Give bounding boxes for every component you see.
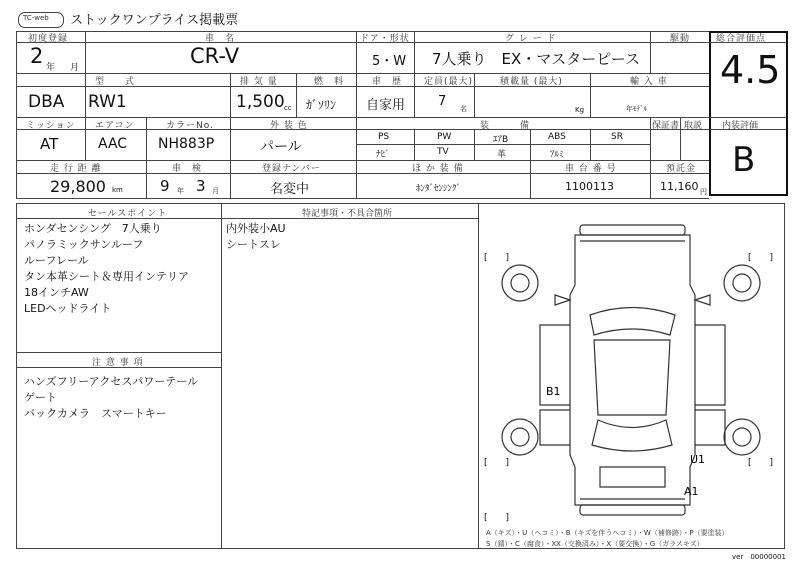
label-warranty: 保証書 (652, 121, 680, 131)
mission: AT (40, 135, 59, 153)
year-unit: 年 (46, 63, 56, 73)
label-car-name: 車 名 (205, 34, 236, 44)
logo: TC-web (16, 11, 66, 29)
equip-tv: TV (437, 147, 449, 157)
exterior-color: パール (260, 139, 302, 155)
equip-navi: ﾅﾋﾞ (376, 150, 390, 160)
first-reg-year: 2 (30, 44, 44, 68)
label-notes: 特記事項・不具合箇所 (302, 209, 393, 219)
damage-mark-a1: A1 (684, 485, 699, 498)
list-item: パノラミックサンルーフ (24, 238, 144, 251)
label-grade: グ レ ー ド (505, 34, 557, 44)
capacity-unit: 名 (460, 105, 467, 113)
month-unit: 月 (70, 63, 80, 73)
label-interior-grade: 内装評価 (722, 121, 759, 131)
list-item: LEDヘッドライト (24, 302, 112, 315)
label-equipment: 装 備 (480, 121, 531, 131)
list-item: バックカメラ スマートキー (24, 407, 167, 420)
label-history: 車 歴 (372, 77, 403, 87)
other-equipment: ﾎﾝﾀﾞｾﾝｼﾝｸﾞ (416, 184, 462, 194)
bracket-right-lower: [ ] (748, 458, 774, 468)
equip-airbag: ｴｱB (493, 135, 509, 145)
label-sales-points: セールスポイント (88, 209, 168, 219)
label-payment: 預託金 (666, 164, 697, 174)
model: RW1 (88, 92, 127, 112)
label-aircon: エアコン (95, 121, 135, 131)
equip-ps: PS (378, 132, 390, 142)
list-item: ゲート (24, 391, 57, 404)
equip-pw: PW (437, 132, 452, 142)
load-unit: Kg (575, 106, 585, 114)
reg-number: 名変中 (270, 182, 310, 197)
inspection-year-unit: 年 (177, 187, 184, 195)
label-chassis-no: 車 台 番 号 (565, 164, 617, 174)
label-reg-number: 登録ナンバー (262, 164, 321, 174)
displacement-unit: cc (284, 104, 292, 112)
equip-alloy: ｱﾙﾐ (550, 150, 564, 160)
document-title: ストックワンプライス掲載票 (70, 13, 239, 28)
inspection-month-unit: 月 (212, 187, 219, 195)
label-other-equipment: ほ か 装 備 (412, 164, 464, 174)
mileage-unit: km (112, 186, 123, 194)
bracket-left-lower: [ ] (484, 458, 510, 468)
label-manual: 取説 (684, 121, 703, 131)
label-mileage: 走 行 距 離 (50, 164, 102, 174)
label-inspection: 車 検 (172, 164, 203, 174)
version: ver 00000001 (732, 553, 786, 561)
mileage: 29,800 (50, 177, 106, 196)
interior-grade: B (732, 140, 756, 180)
label-load: 積載量 (最大) (500, 77, 563, 87)
label-fuel: 燃 料 (314, 77, 345, 87)
fuel: ｶﾞｿﾘﾝ (306, 98, 337, 112)
damage-legend: A（キズ）・U（ヘコミ）・B（キズを伴うヘコミ）・W（補修跡）・P（要塗装） S（錆）・C（腐食）・XX（交換済み）・X（要交換）・G（ガラスキズ） (486, 529, 729, 548)
list-item: タン本革シート＆専用インテリア (24, 270, 189, 283)
notes-list (226, 221, 286, 253)
equip-sr: SR (611, 132, 623, 142)
bracket-bottom: [ ] (484, 513, 510, 523)
overall-grade: 4.5 (720, 48, 781, 92)
door-shape: 5・W (372, 54, 407, 69)
chassis-no: 1100113 (565, 180, 614, 193)
cautions-list (24, 374, 198, 422)
list-item: ルーフレール (24, 254, 89, 267)
label-first-registration: 初度登録 (28, 34, 69, 44)
displacement: 1,500 (236, 92, 285, 112)
list-item: シートスレ (226, 238, 281, 251)
label-overall-grade: 総合評価点 (716, 34, 767, 44)
damage-mark-u1: U1 (690, 453, 706, 466)
car-damage-diagram (480, 205, 782, 535)
color-no: NH883P (158, 136, 215, 152)
sales-points-list (24, 221, 189, 317)
history: 自家用 (366, 98, 406, 113)
label-mission: ミッション (26, 121, 76, 131)
bracket-left-upper: [ ] (484, 253, 510, 263)
equip-abs: ABS (548, 132, 566, 142)
label-color-no: カラーNo. (166, 121, 214, 131)
label-cautions: 注 意 事 項 (92, 358, 144, 368)
payment-unit: 円 (700, 188, 707, 196)
inspection-year: 9 (160, 177, 170, 195)
equip-leather: 革 (497, 150, 507, 160)
grade: 7人乗り EX・マスターピース (432, 50, 640, 68)
label-drive: 駆動 (670, 34, 691, 44)
list-item: 内外装小AU (226, 222, 286, 235)
inspection-month: 3 (196, 177, 206, 195)
frame-bottom (16, 198, 709, 199)
car-name: CR-V (190, 44, 240, 68)
label-exterior-color: 外 装 色 (270, 121, 308, 131)
list-item: ホンダセンシング 7人乗り (24, 222, 162, 235)
model-prefix: DBA (28, 92, 65, 112)
payment: 11,160 (660, 180, 699, 193)
label-displacement: 排 気 量 (240, 77, 278, 87)
label-door-shape: ドア・形状 (360, 34, 410, 44)
import-model-unit: 年ﾓﾃﾞﾙ (626, 105, 647, 113)
label-model: 型 式 (95, 77, 136, 87)
label-import: 輸 入 車 (630, 77, 668, 87)
aircon: AAC (98, 136, 128, 152)
capacity: 7 (438, 94, 447, 109)
label-capacity: 定員(最大) (424, 77, 474, 87)
damage-mark-b1: B1 (546, 385, 561, 398)
list-item: 18インチAW (24, 286, 89, 299)
bracket-right-upper: [ ] (748, 253, 774, 263)
list-item: ハンズフリーアクセスパワーテール (24, 375, 199, 388)
